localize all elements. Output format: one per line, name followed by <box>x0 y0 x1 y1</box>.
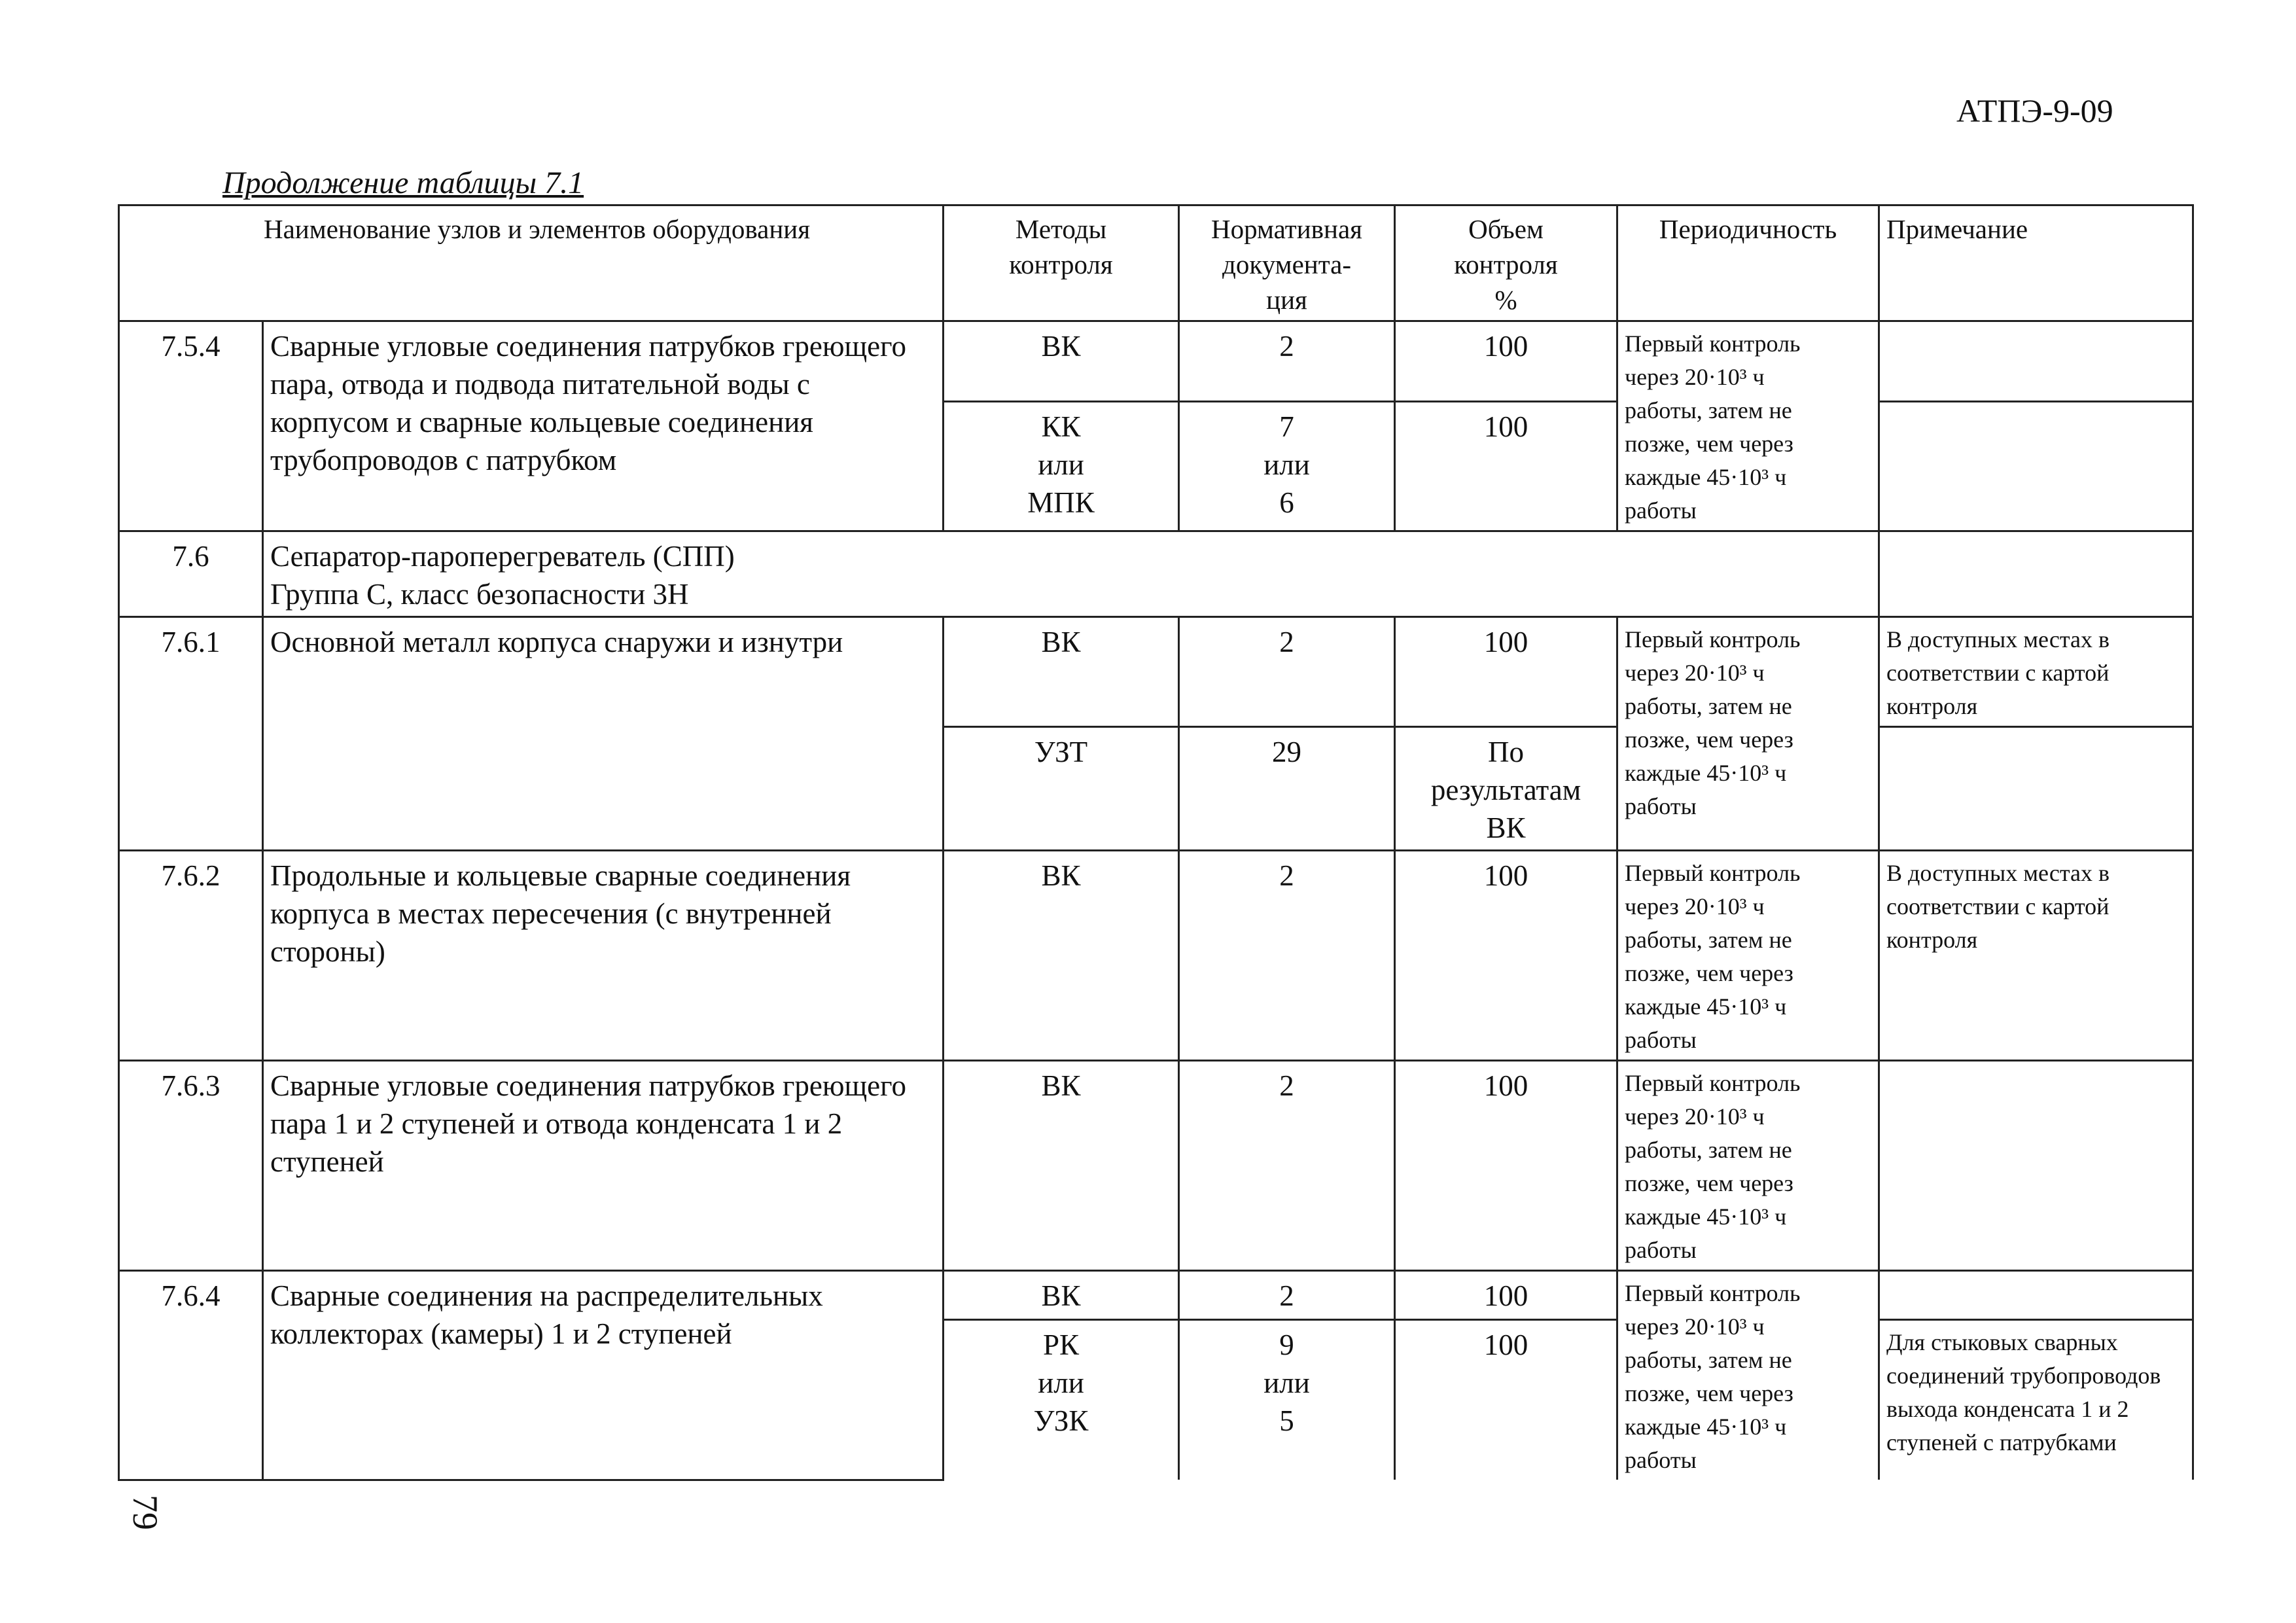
document-code: АТПЭ-9-09 <box>1956 92 2113 129</box>
note-cell: Для стыковых сварных соединений трубопроводов выхода конденсата 1 и 2 ступеней с патрубками <box>1879 1319 2193 1480</box>
normative-cell: 29 <box>1179 727 1395 851</box>
header-volume: Объем контроля % <box>1395 205 1617 321</box>
note-cell <box>1879 531 2193 617</box>
periodicity-cell: Первый контроль через 20·10³ ч работы, затем не позже, чем через каждые 45·10³ ч работы <box>1617 617 1879 851</box>
row-number: 7.6.4 <box>119 1271 263 1480</box>
row-number: 7.5.4 <box>119 321 263 531</box>
periodicity-cell: Первый контроль через 20·10³ ч работы, затем не позже, чем через каждые 45·10³ ч работы <box>1617 851 1879 1061</box>
method-cell: КК или МПК <box>944 402 1179 531</box>
header-methods: Методы контроля <box>944 205 1179 321</box>
normative-cell: 9 или 5 <box>1179 1319 1395 1480</box>
table-row <box>119 1271 2193 1320</box>
group-row <box>119 531 2193 617</box>
note-cell <box>1879 402 2193 531</box>
note-cell <box>1879 321 2193 402</box>
header-name: Наименование узлов и элементов оборудования <box>119 205 944 321</box>
table-row <box>119 1061 2193 1271</box>
volume-cell: 100 <box>1395 617 1617 727</box>
volume-cell: 100 <box>1395 1319 1617 1480</box>
row-name: Продольные и кольцевые сварные соединения корпуса в местах пересечения (с внутренней стороны) <box>263 851 944 1061</box>
row-number: 7.6.1 <box>119 617 263 851</box>
normative-cell: 2 <box>1179 617 1395 727</box>
page-number: 79 <box>126 1495 165 1530</box>
header-periodicity: Периодичность <box>1617 205 1879 321</box>
periodicity-cell: Первый контроль через 20·10³ ч работы, затем не позже, чем через каждые 45·10³ ч работы <box>1617 1061 1879 1271</box>
normative-cell: 2 <box>1179 851 1395 1061</box>
normative-cell: 2 <box>1179 321 1395 402</box>
method-cell: ВК <box>944 321 1179 402</box>
normative-cell: 2 <box>1179 1271 1395 1320</box>
note-cell: В доступных местах в соответствии с картой контроля <box>1879 617 2193 727</box>
group-title: Сепаратор-пароперегреватель (СПП) Группа С, класс безопасности 3Н <box>263 531 1879 617</box>
periodicity-cell: Первый контроль через 20·10³ ч работы, затем не позже, чем через каждые 45·10³ ч работы <box>1617 321 1879 531</box>
normative-cell: 7 или 6 <box>1179 402 1395 531</box>
table-row <box>119 851 2193 1061</box>
row-number: 7.6.2 <box>119 851 263 1061</box>
row-name: Сварные соединения на распределительных коллекторах (камеры) 1 и 2 ступеней <box>263 1271 944 1480</box>
group-number: 7.6 <box>119 531 263 617</box>
method-cell: ВК <box>944 1061 1179 1271</box>
note-cell <box>1879 1061 2193 1271</box>
row-name: Сварные угловые соединения патрубков греющего пара, отвода и подвода питательной воды с корпусом и сварные кольцевые соединения трубопроводов с патрубком <box>263 321 944 531</box>
volume-cell: 100 <box>1395 1061 1617 1271</box>
note-cell <box>1879 1271 2193 1320</box>
row-number: 7.6.3 <box>119 1061 263 1271</box>
volume-cell: 100 <box>1395 1271 1617 1320</box>
periodicity-cell: Первый контроль через 20·10³ ч работы, затем не позже, чем через каждые 45·10³ ч работы <box>1617 1271 1879 1480</box>
method-cell: ВК <box>944 851 1179 1061</box>
header-normative: Нормативная документа- ция <box>1179 205 1395 321</box>
method-cell: ВК <box>944 617 1179 727</box>
normative-cell: 2 <box>1179 1061 1395 1271</box>
volume-cell: По результатам ВК <box>1395 727 1617 851</box>
table-continuation-caption: Продолжение таблицы 7.1 <box>222 166 584 200</box>
volume-cell: 100 <box>1395 402 1617 531</box>
table-header-row <box>119 205 2193 321</box>
volume-cell: 100 <box>1395 851 1617 1061</box>
method-cell: РК или УЗК <box>944 1319 1179 1480</box>
control-table <box>118 204 2194 1481</box>
volume-cell: 100 <box>1395 321 1617 402</box>
table-row <box>119 321 2193 402</box>
table-row <box>119 617 2193 727</box>
note-cell: В доступных местах в соответствии с картой контроля <box>1879 851 2193 1061</box>
row-name: Сварные угловые соединения патрубков греющего пара 1 и 2 ступеней и отвода конденсата 1 и 2 ступеней <box>263 1061 944 1271</box>
row-name: Основной металл корпуса снаружи и изнутри <box>263 617 944 851</box>
note-cell <box>1879 727 2193 851</box>
method-cell: УЗТ <box>944 727 1179 851</box>
method-cell: ВК <box>944 1271 1179 1320</box>
header-note: Примечание <box>1879 205 2193 321</box>
